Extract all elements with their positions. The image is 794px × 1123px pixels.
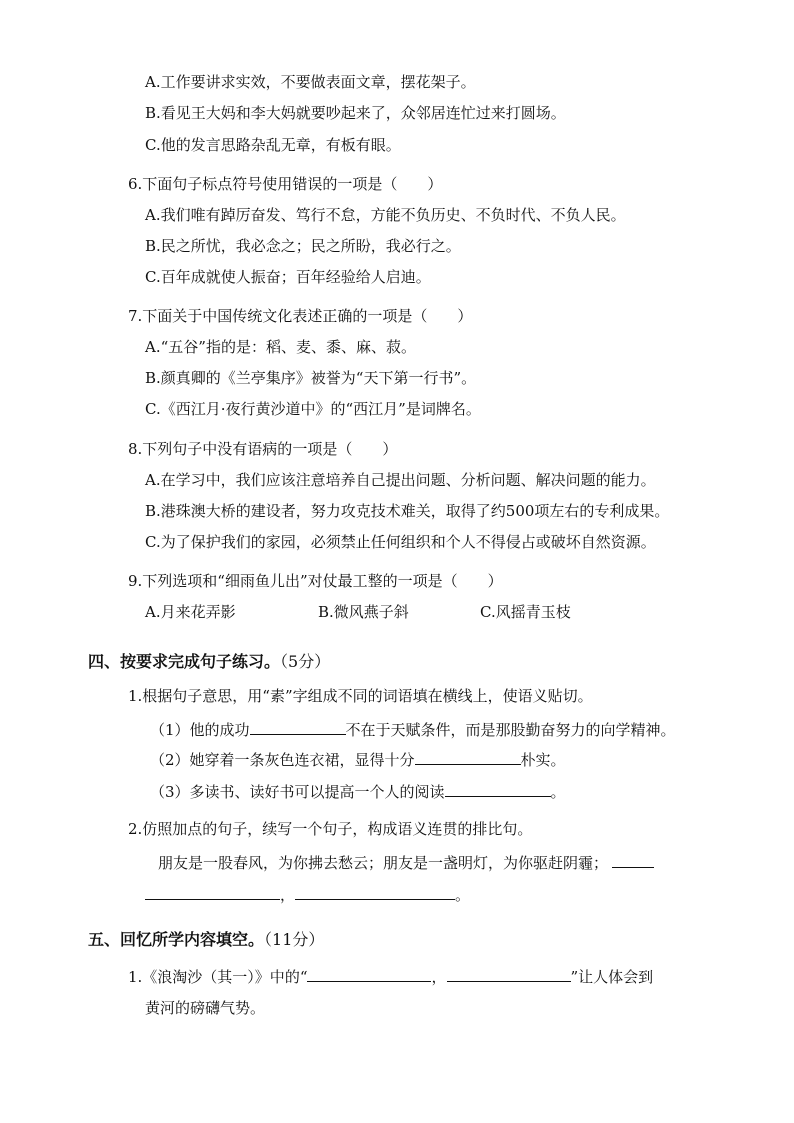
s5-q1-line2: 黄河的磅礴气势。 <box>145 999 266 1017</box>
s5-q1 <box>128 965 653 987</box>
q6-option-c: C.百年成就使人振奋；百年经验给人启迪。 <box>145 268 431 286</box>
q8-option-a: A.在学习中，我们应该注意培养自己提出问题、分析问题、解决问题的能力。 <box>145 471 656 489</box>
punct: 。 <box>455 886 471 904</box>
answer-blank[interactable] <box>415 748 521 765</box>
q7-option-b: B.颜真卿的《兰亭集序》被誉为“天下第一行书”。 <box>145 369 477 387</box>
q5-option-c: C.他的发言思路杂乱无章，有板有眼。 <box>145 136 401 154</box>
answer-blank[interactable] <box>295 883 455 900</box>
q7-option-c: C.《西江月·夜行黄沙道中》的“西江月”是词牌名。 <box>145 400 481 418</box>
q7-option-a: A.“五谷”指的是：稻、麦、黍、麻、菽。 <box>145 338 416 356</box>
answer-blank[interactable] <box>307 965 431 982</box>
q6-stem: 6.下面句子标点符号使用错误的一项是（ ） <box>128 175 443 193</box>
section-4-score: （5分） <box>280 652 331 671</box>
q8-option-b: B.港珠澳大桥的建设者，努力攻克技术难关，取得了约500项左右的专利成果。 <box>145 502 670 520</box>
section-5-score: （11分） <box>264 930 325 949</box>
s4-q2-blanks <box>145 883 470 905</box>
model-sentence: 朋友是一股春风，为你拂去愁云；朋友是一盏明灯，为你驱赶阴霾； <box>158 854 609 872</box>
s4-q1-stem: 1.根据句子意思，用“素”字组成不同的词语填在横线上，使语义贴切。 <box>128 687 593 705</box>
punct: ， <box>280 886 296 904</box>
q5-option-b: B.看见王大妈和李大妈就要吵起来了，众邻居连忙过来打圆场。 <box>145 104 566 122</box>
answer-blank[interactable] <box>612 851 654 868</box>
s4-q1-item-3 <box>150 780 566 802</box>
item-text: ”让人体会到 <box>570 968 654 986</box>
s4-q2-stem: 2.仿照加点的句子，续写一个句子，构成语义连贯的排比句。 <box>128 820 533 838</box>
item-text: 朴实。 <box>520 751 566 769</box>
s4-q1-item-2 <box>150 748 566 770</box>
q7-stem: 7.下面关于中国传统文化表述正确的一项是（ ） <box>128 307 473 325</box>
punct: ， <box>431 968 447 986</box>
q9-stem: 9.下列选项和“细雨鱼儿出”对仗最工整的一项是（ ） <box>128 572 503 590</box>
answer-blank[interactable] <box>250 718 346 735</box>
q8-stem: 8.下列句子中没有语病的一项是（ ） <box>128 440 398 458</box>
answer-blank[interactable] <box>447 965 571 982</box>
q9-option-c: C.风摇青玉枝 <box>480 603 571 621</box>
item-text: 1.《浪淘沙（其一）》中的“ <box>128 968 308 986</box>
section-5-heading <box>88 930 324 950</box>
q8-option-c: C.为了保护我们的家园，必须禁止任何组织和个人不得侵占或破坏自然资源。 <box>145 533 656 551</box>
item-text: 不在于天赋条件，而是那股勤奋努力的向学精神。 <box>345 721 676 739</box>
q9-option-b: B.微风燕子斜 <box>318 603 409 621</box>
item-text: 。 <box>550 783 566 801</box>
q9-option-a: A.月来花弄影 <box>145 603 236 621</box>
item-text: （1）他的成功 <box>150 721 250 739</box>
answer-blank[interactable] <box>445 780 551 797</box>
answer-blank[interactable] <box>145 883 280 900</box>
q6-option-a: A.我们唯有踔厉奋发、笃行不怠，方能不负历史、不负时代、不负人民。 <box>145 206 626 224</box>
s4-q1-item-1 <box>150 718 676 740</box>
item-text: （3）多读书、读好书可以提高一个人的阅读 <box>150 783 445 801</box>
section-4-heading <box>88 652 330 672</box>
q5-option-a: A.工作要讲求实效，不要做表面文章，摆花架子。 <box>145 73 476 91</box>
section-4-title: 四、按要求完成句子练习。 <box>88 652 281 671</box>
q6-option-b: B.民之所忧，我必念之；民之所盼，我必行之。 <box>145 237 461 255</box>
section-5-title: 五、回忆所学内容填空。 <box>88 930 265 949</box>
item-text: （2）她穿着一条灰色连衣裙，显得十分 <box>150 751 415 769</box>
s4-q2-text <box>158 851 654 873</box>
